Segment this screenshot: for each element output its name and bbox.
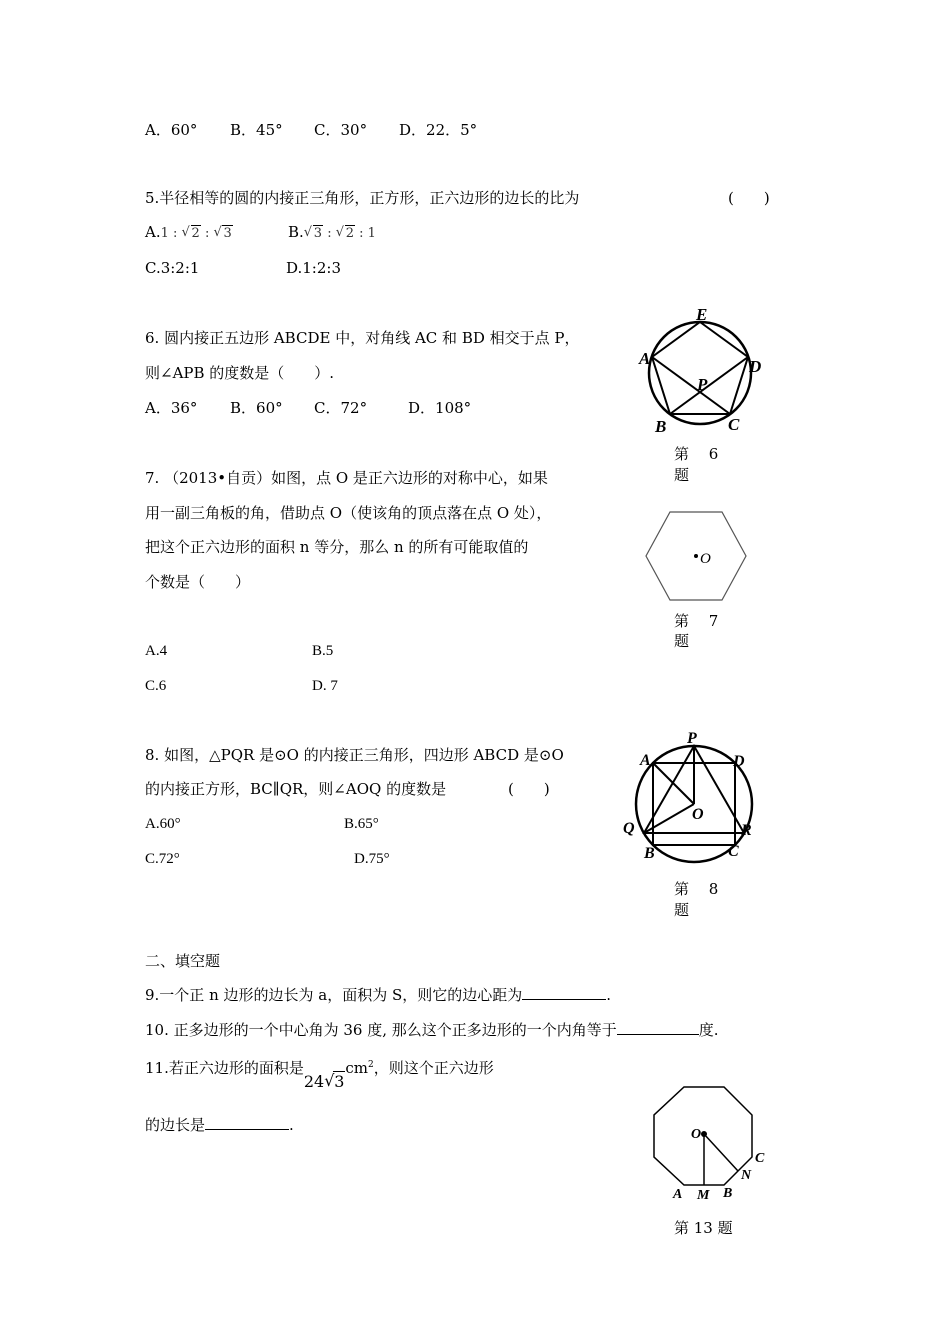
- label-q: Q: [623, 820, 635, 837]
- q11-pre: 11.若正六边形的面积是: [145, 1059, 304, 1077]
- q6-caption-1: 第 6: [674, 445, 719, 463]
- label-o: O: [692, 806, 704, 823]
- label-b: B: [655, 417, 667, 436]
- label-b: B: [644, 845, 655, 862]
- label-p: P: [687, 730, 697, 747]
- octagon-figure: [644, 1082, 774, 1204]
- label-c: C: [728, 843, 739, 860]
- q7-option-d: D. 7: [312, 678, 338, 694]
- q5-b-part4: : 1: [355, 226, 376, 241]
- q5-a-part4: 3: [223, 226, 232, 241]
- q5-b-part2: :: [323, 226, 336, 241]
- q5-option-a-label: A.: [145, 223, 161, 241]
- q4-option-d: D．22．5°: [399, 121, 478, 139]
- diagonal-bd: [670, 357, 748, 414]
- q8-option-c: C.72°: [145, 851, 180, 867]
- label-d: D: [733, 753, 745, 770]
- q5-option-d: D.1:2:3: [286, 259, 341, 277]
- q10-end: 度.: [698, 1021, 719, 1039]
- q7-option-c: C.6: [145, 678, 167, 694]
- q5-a-part3: :: [200, 226, 214, 241]
- pentagon-figure: [632, 308, 772, 438]
- q5-b-part1: 3: [313, 226, 323, 241]
- q8-caption-1: 第 8: [674, 880, 719, 898]
- q11-line2: [145, 1115, 294, 1135]
- q8-option-d: D.75°: [354, 851, 390, 867]
- q7-line1: 7. （2013•自贡）如图，点 O 是正六边形的对称中心，如果: [145, 469, 548, 487]
- sqrt-3: √ 3: [303, 225, 323, 241]
- q5-b-part3: 2: [345, 226, 355, 241]
- label-a: A: [673, 1187, 683, 1202]
- label-m: M: [697, 1188, 710, 1203]
- q5-option-b-label: B.: [288, 223, 304, 241]
- label-o: O: [691, 1127, 702, 1142]
- q10-blank[interactable]: [617, 1020, 699, 1035]
- label-r: R: [741, 822, 752, 839]
- q11-end: .: [289, 1116, 294, 1134]
- circle: [649, 322, 751, 424]
- q5-a-part2: 2: [191, 226, 200, 241]
- q4-option-c: C．30°: [314, 121, 368, 139]
- sqrt-2: √ 2: [181, 225, 200, 241]
- q5-stem: 5.半径相等的圆的内接正三角形，正方形，正六边形的边长的比为: [145, 189, 580, 207]
- q8-option-a: A.60°: [145, 816, 181, 832]
- q6-option-d: D．108°: [408, 399, 472, 417]
- center-point: [694, 554, 698, 558]
- q6-option-c: C．72°: [314, 399, 368, 417]
- segment-on: [704, 1134, 738, 1171]
- q7-option-b: B.5: [312, 643, 334, 659]
- q8-line2: 的内接正方形，BC∥QR，则∠AOQ 的度数是: [145, 780, 447, 798]
- label-d: D: [749, 357, 762, 376]
- q5-paren: ( ): [728, 189, 770, 207]
- q7-line3: 把这个正六边形的面积 n 等分，那么 n 的所有可能取值的: [145, 538, 529, 556]
- q6-caption-2: 题: [674, 466, 690, 484]
- q7-line4: 个数是（ ）: [145, 573, 251, 591]
- q5-option-a: [145, 222, 233, 244]
- segment-ao: [653, 763, 694, 804]
- q4-option-b: B．45°: [230, 121, 283, 139]
- label-p: P: [697, 375, 708, 394]
- q11-post: ，则这个正六边形: [373, 1059, 494, 1077]
- q10-stem: 10. 正多边形的一个中心角为 36 度, 那么这个正多边形的一个内角等于: [145, 1021, 617, 1039]
- hexagon-figure: [644, 508, 750, 604]
- q6-option-b: B．60°: [230, 399, 283, 417]
- q11-line2-text: 的边长是: [145, 1116, 206, 1134]
- q5-option-c: C.3:2:1: [145, 259, 200, 277]
- label-c: C: [755, 1151, 765, 1166]
- q8-paren: ( ): [508, 780, 550, 798]
- diagonal-ac: [652, 357, 730, 414]
- q13-caption: 第 13 题: [674, 1219, 733, 1237]
- q8-line1: 8. 如图，△PQR 是⊙O 的内接正三角形，四边形 ABCD 是⊙O: [145, 746, 564, 764]
- sqrt-3: √ 3: [324, 1071, 345, 1091]
- q8-option-b: B.65°: [344, 816, 379, 832]
- q5-a-part1: 1 :: [160, 226, 182, 241]
- q11-rad: 3: [334, 1072, 345, 1091]
- label-n: N: [741, 1168, 752, 1183]
- label-e: E: [696, 308, 708, 324]
- q11-num: 24: [303, 1072, 325, 1091]
- q7-line2: 用一副三角板的角，借助点 O（使该角的顶点落在点 O 处），: [145, 504, 552, 522]
- q8-caption-2: 题: [674, 901, 690, 919]
- label-b: B: [723, 1186, 733, 1201]
- q5-option-b: [288, 222, 376, 244]
- q9-end: .: [606, 986, 612, 1004]
- label-a: A: [639, 349, 651, 368]
- q11-unit: cm: [345, 1059, 369, 1077]
- section2-title: 二、填空题: [145, 952, 221, 970]
- label-a: A: [640, 752, 651, 769]
- q7-option-a: A.4: [145, 643, 168, 659]
- q11-blank[interactable]: [205, 1115, 289, 1130]
- sqrt-2: √ 2: [335, 225, 355, 241]
- q9-stem: 9.一个正 n 边形的边长为 a，面积为 S，则它的边心距为: [145, 986, 523, 1004]
- triangle-square-figure: [620, 730, 760, 870]
- q4-option-a: A．60°: [145, 121, 198, 139]
- q10-text: [145, 1020, 719, 1040]
- q11-sup: 2: [368, 1060, 374, 1070]
- q6-option-a: A．36°: [145, 399, 198, 417]
- q9-text: [145, 985, 611, 1005]
- sqrt-3: √ 3: [213, 225, 232, 241]
- label-c: C: [728, 415, 740, 434]
- q7-caption-2: 题: [674, 632, 690, 650]
- label-o: O: [700, 551, 711, 567]
- q7-caption-1: 第 7: [674, 612, 719, 630]
- q11-line1: [145, 1055, 494, 1091]
- q6-line1: 6. 圆内接正五边形 ABCDE 中，对角线 AC 和 BD 相交于点 P，: [145, 329, 580, 347]
- q6-line2: 则∠APB 的度数是（ ）.: [145, 364, 335, 382]
- q9-blank[interactable]: [522, 985, 606, 1000]
